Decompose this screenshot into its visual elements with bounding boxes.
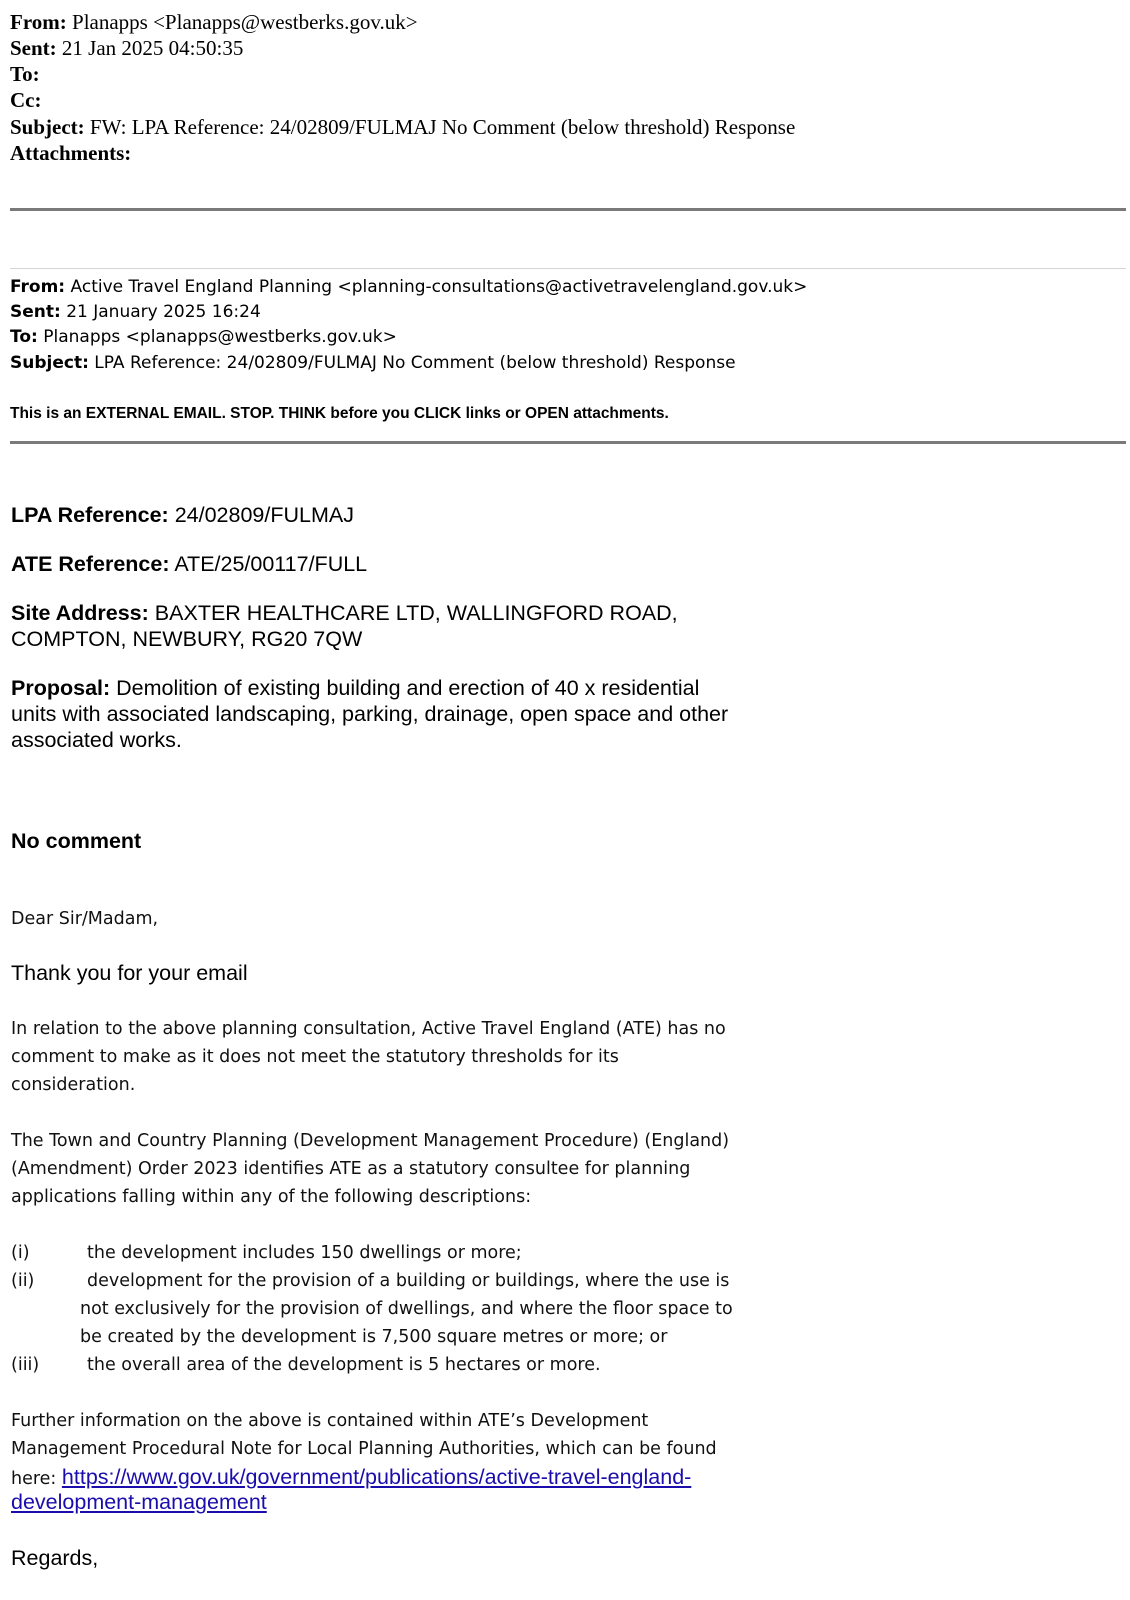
lpa-reference-label: LPA Reference: xyxy=(11,503,169,527)
forward-cc-label: Cc: xyxy=(10,88,42,112)
criterion-ii-line-1: development for the provision of a building or buildings, where the use is xyxy=(87,1271,730,1291)
guidance-link-line-1[interactable]: https://www.gov.uk/government/publications/active-travel-england- xyxy=(61,1465,692,1489)
forward-from-line xyxy=(10,9,418,35)
para2-line-3: applications falling within any of the following descriptions: xyxy=(11,1187,532,1207)
original-subject-line xyxy=(10,351,736,376)
forward-attachments-label: Attachments: xyxy=(10,141,132,165)
site-address-label: Site Address: xyxy=(11,601,149,625)
forward-subject-value: FW: LPA Reference: 24/02809/FULMAJ No Comment (below threshold) Response xyxy=(89,115,796,139)
criterion-i xyxy=(11,1239,522,1267)
guidance-link-wrapper xyxy=(11,1490,267,1515)
ate-reference-value: ATE/25/00117/FULL xyxy=(174,552,368,576)
para2-line-1: The Town and Country Planning (Development Management Procedure) (England) xyxy=(11,1131,730,1151)
thanks-line: Thank you for your email xyxy=(11,961,248,985)
original-to-value: Planapps <planapps@westberks.gov.uk> xyxy=(43,327,397,347)
forward-sent-label: Sent: xyxy=(10,36,57,60)
no-comment-heading: No comment xyxy=(11,829,142,853)
criterion-ii-line-2: not exclusively for the provision of dwellings, and where the floor space to xyxy=(80,1299,733,1319)
forward-to-label: To: xyxy=(10,62,40,86)
lpa-reference xyxy=(11,502,354,528)
ate-reference-label: ATE Reference: xyxy=(11,552,170,576)
header-divider xyxy=(10,208,1126,211)
criterion-i-text: the development includes 150 dwellings or more; xyxy=(87,1243,522,1263)
forward-subject-label: Subject: xyxy=(10,115,85,139)
criterion-i-number: (i) xyxy=(11,1243,30,1263)
further-line-3 xyxy=(11,1463,691,1493)
criterion-ii-line-3: be created by the development is 7,500 square metres or more; or xyxy=(80,1327,668,1347)
criterion-iii-text: the overall area of the development is 5 hectares or more. xyxy=(87,1355,601,1375)
criterion-ii xyxy=(11,1267,729,1295)
further-line-1: Further information on the above is contained within ATE’s Development xyxy=(11,1411,649,1431)
proposal xyxy=(11,675,699,701)
external-email-warning: This is an EXTERNAL EMAIL. STOP. THINK before you CLICK links or OPEN attachments. xyxy=(10,405,669,422)
forward-sent-line xyxy=(10,35,243,61)
proposal-label: Proposal: xyxy=(11,676,111,700)
criterion-ii-number: (ii) xyxy=(11,1271,35,1291)
site-address xyxy=(11,600,678,626)
salutation: Dear Sir/Madam, xyxy=(11,909,159,929)
forward-subject-line xyxy=(10,114,795,140)
original-from-label: From: xyxy=(10,277,66,297)
original-to-label: To: xyxy=(10,327,38,347)
original-subject-label: Subject: xyxy=(10,353,89,373)
guidance-link-line-2[interactable]: development-management xyxy=(11,1490,267,1514)
proposal-line-3: associated works. xyxy=(11,728,182,752)
original-from-value: Active Travel England Planning <planning-consultations@activetravelengland.gov.uk> xyxy=(70,277,808,297)
lpa-reference-value: 24/02809/FULMAJ xyxy=(174,503,354,527)
criterion-iii-number: (iii) xyxy=(11,1355,40,1375)
para1-line-2: comment to make as it does not meet the statutory thresholds for its xyxy=(11,1047,619,1067)
further-line-2: Management Procedural Note for Local Planning Authorities, which can be found xyxy=(11,1439,717,1459)
original-sent-value: 21 January 2025 16:24 xyxy=(66,302,261,322)
para1-line-3: consideration. xyxy=(11,1075,136,1095)
original-subject-value: LPA Reference: 24/02809/FULMAJ No Comment (below threshold) Response xyxy=(94,353,736,373)
original-to-line xyxy=(10,325,397,350)
site-address-line-1: BAXTER HEALTHCARE LTD, WALLINGFORD ROAD, xyxy=(154,601,678,625)
original-sent-label: Sent: xyxy=(10,302,61,322)
forward-sent-value: 21 Jan 2025 04:50:35 xyxy=(61,36,244,60)
original-from-line xyxy=(10,275,807,300)
signoff: Regards, xyxy=(11,1546,99,1570)
warning-divider xyxy=(10,441,1126,444)
original-sent-line xyxy=(10,300,261,325)
ate-reference xyxy=(11,551,367,577)
para1-line-1: In relation to the above planning consultation, Active Travel England (ATE) has no xyxy=(11,1019,726,1039)
site-address-line-2: COMPTON, NEWBURY, RG20 7QW xyxy=(11,627,363,651)
forward-from-value: Planapps <Planapps@westberks.gov.uk> xyxy=(72,10,418,34)
criterion-iii xyxy=(11,1351,601,1379)
original-header-top-border xyxy=(10,268,1126,269)
proposal-line-2: units with associated landscaping, parking, drainage, open space and other xyxy=(11,702,729,726)
forward-from-label: From: xyxy=(10,10,67,34)
proposal-line-1: Demolition of existing building and erection of 40 x residential xyxy=(116,676,700,700)
para2-line-2: (Amendment) Order 2023 identifies ATE as a statutory consultee for planning xyxy=(11,1159,691,1179)
further-here-text: here: xyxy=(11,1469,57,1489)
